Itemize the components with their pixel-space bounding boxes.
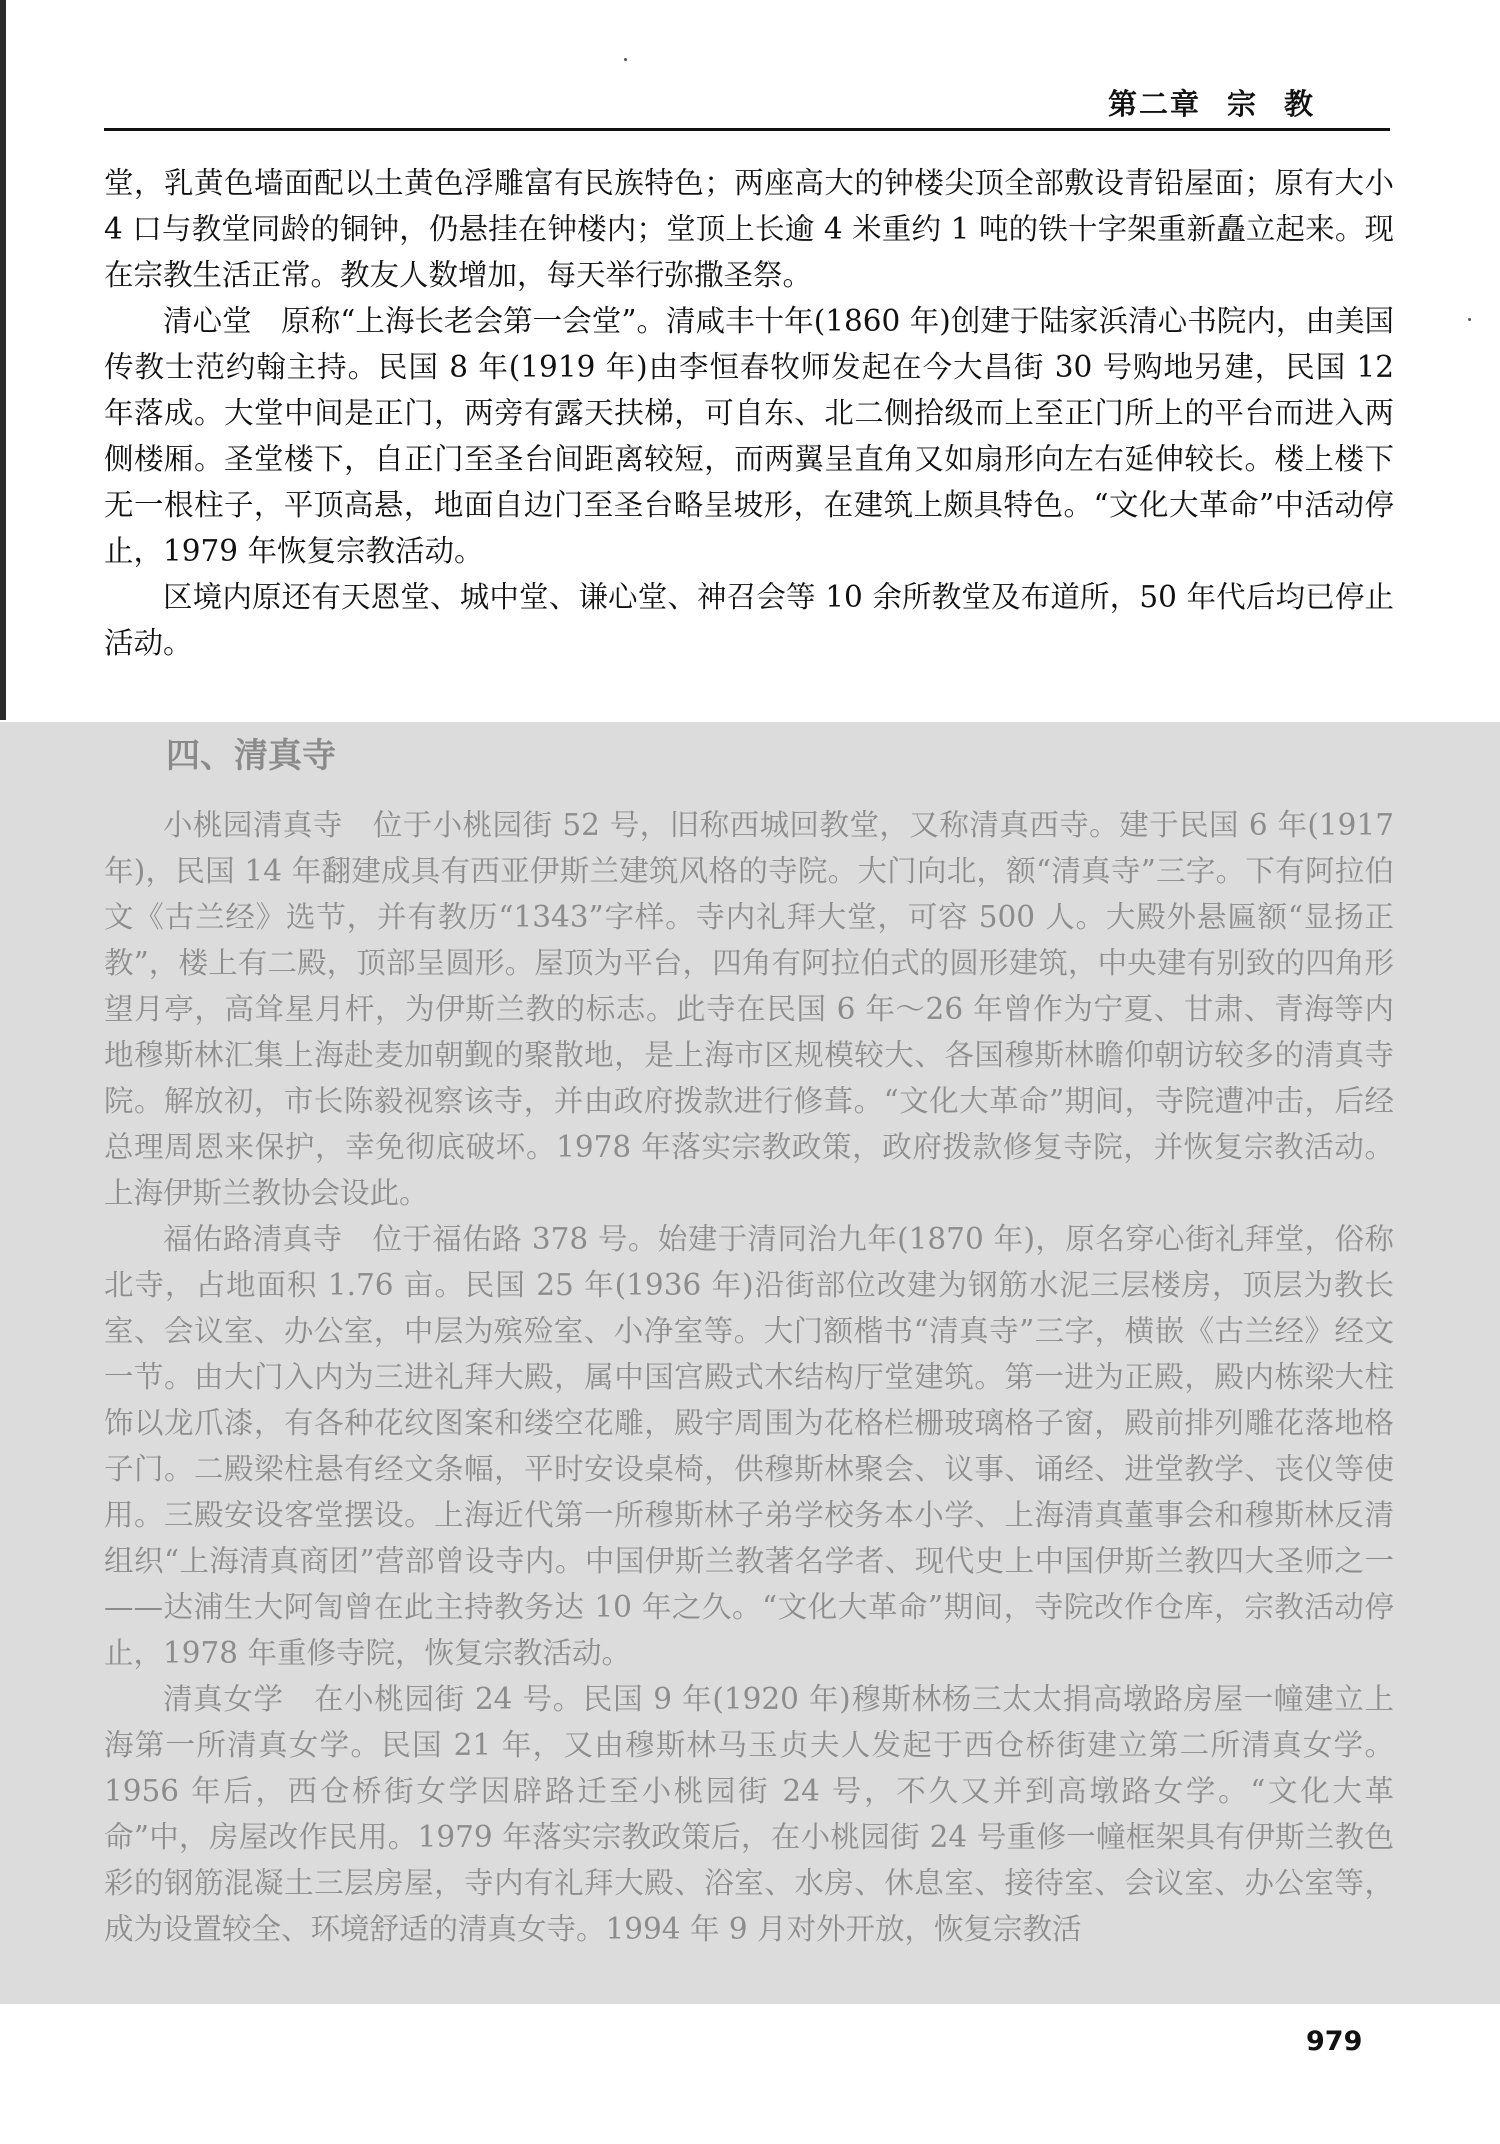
- subject-char-2: 教: [1284, 87, 1316, 121]
- paragraph-other-churches: 区境内原还有天恩堂、城中堂、谦心堂、神召会等 10 余所教堂及布道所，50 年代后均已停止活动。: [104, 580, 1394, 660]
- paragraph-qingxintang: 清心堂 原称“上海长老会第一会堂”。清咸丰十年(1860 年)创建于陆家浜清心书院内，由美国传教士范约翰主持。民国 8 年(1919 年)由李恒春牧师发起在今大昌街 30 号购地另建，民国 12 年落成。大堂中间是正门，两旁有露天扶梯，可自东、北二侧拾级而上至正门所上的平台而进入两侧楼厢。圣堂楼下，自正门至圣台间距离较短，而两翼呈直角又如扇形向左右延伸较长。楼上楼下无一根柱子，平顶高悬，地面自边门至圣台略呈坡形，在建筑上颇具特色。“文化大革命”中活动停止，1979 年恢复宗教活动。: [104, 304, 1394, 568]
- scan-speck: [1468, 318, 1471, 321]
- header-rule: [104, 128, 1390, 131]
- paragraph-fuyou-road-mosque: 福佑路清真寺 位于福佑路 378 号。始建于清同治九年(1870 年)，原名穿心街礼拜堂，俗称北寺，占地面积 1.76 亩。民国 25 年(1936 年)沿街部位改建为钢筋水泥三层楼房，顶层为教长室、会议室、办公室，中层为殡殓室、小净室等。大门额楷书“清真寺”三字，横嵌《古兰经》经文一节。由大门入内为三进礼拜大殿，属中国宫殿式木结构厅堂建筑。第一进为正殿，殿内栋梁大柱饰以龙爪漆，有各种花纹图案和缕空花雕，殿宇周围为花格栏栅玻璃格子窗，殿前排列雕花落地格子门。二殿梁柱悬有经文条幅，平时安设桌椅，供穆斯林聚会、议事、诵经、进堂教学、丧仪等使用。三殿安设客堂摆设。上海近代第一所穆斯林子弟学校务本小学、上海清真董事会和穆斯林反清组织“上海清真商团”营部曾设寺内。中国伊斯兰教著名学者、现代史上中国伊斯兰教四大圣师之一——达浦生大阿訇曾在此主持教务达 10 年之久。“文化大革命”期间，寺院改作仓库，宗教活动停止，1978 年重修寺院，恢复宗教活动。: [104, 1222, 1394, 1670]
- binding-shadow: [0, 0, 6, 720]
- top-section: [104, 160, 1394, 666]
- subject-char-1: 宗: [1227, 87, 1259, 121]
- section-body: [104, 802, 1394, 1952]
- running-header: [1108, 82, 1315, 123]
- scan-speck: [624, 58, 627, 61]
- paragraph-muslim-girls-school: 清真女学 在小桃园街 24 号。民国 9 年(1920 年)穆斯林杨三太太捐高墩路房屋一幢建立上海第一所清真女学。民国 21 年，又由穆斯林马玉贞夫人发起于西仓桥街建立第二所清真女学。1956 年后，西仓桥街女学因辟路迁至小桃园街 24 号，不久又并到高墩路女学。“文化大革命”中，房屋改作民用。1979 年落实宗教政策后，在小桃园街 24 号重修一幢框架具有伊斯兰教色彩的钢筋混凝土三层房屋，寺内有礼拜大殿、浴室、水房、休息室、接待室、会议室、办公室等，成为设置较全、环境舒适的清真女寺。1994 年 9 月对外开放，恢复宗教活: [104, 1682, 1394, 1946]
- chapter-label: 第二章: [1108, 87, 1202, 121]
- paragraph-continuation: 堂，乳黄色墙面配以土黄色浮雕富有民族特色；两座高大的钟楼尖顶全部敷设青铅屋面；原有大小 4 口与教堂同龄的铜钟，仍悬挂在钟楼内；堂顶上长逾 4 米重约 1 吨的铁十字架重新矗立起来。现在宗教生活正常。教友人数增加，每天举行弥撒圣祭。: [104, 166, 1394, 292]
- section-title: 四、清真寺: [166, 736, 336, 776]
- paragraph-xiaotaoyuan-mosque: 小桃园清真寺 位于小桃园街 52 号，旧称西城回教堂，又称清真西寺。建于民国 6 年(1917 年)，民国 14 年翻建成具有西亚伊斯兰建筑风格的寺院。大门向北，额“清真寺”三字。下有阿拉伯文《古兰经》选节，并有教历“1343”字样。寺内礼拜大堂，可容 500 人。大殿外悬匾额“显扬正教”，楼上有二殿，顶部呈圆形。屋顶为平台，四角有阿拉伯式的圆形建筑，中央建有别致的四角形望月亭，高耸星月杆，为伊斯兰教的标志。此寺在民国 6 年～26 年曾作为宁夏、甘肃、青海等内地穆斯林汇集上海赴麦加朝觐的聚散地，是上海市区规模较大、各国穆斯林瞻仰朝访较多的清真寺院。解放初，市长陈毅视察该寺，并由政府拨款进行修葺。“文化大革命”期间，寺院遭冲击，后经总理周恩来保护，幸免彻底破坏。1978 年落实宗教政策，政府拨款修复寺院，并恢复宗教活动。上海伊斯兰教协会设此。: [104, 808, 1394, 1210]
- page-number: 979: [1306, 2026, 1363, 2057]
